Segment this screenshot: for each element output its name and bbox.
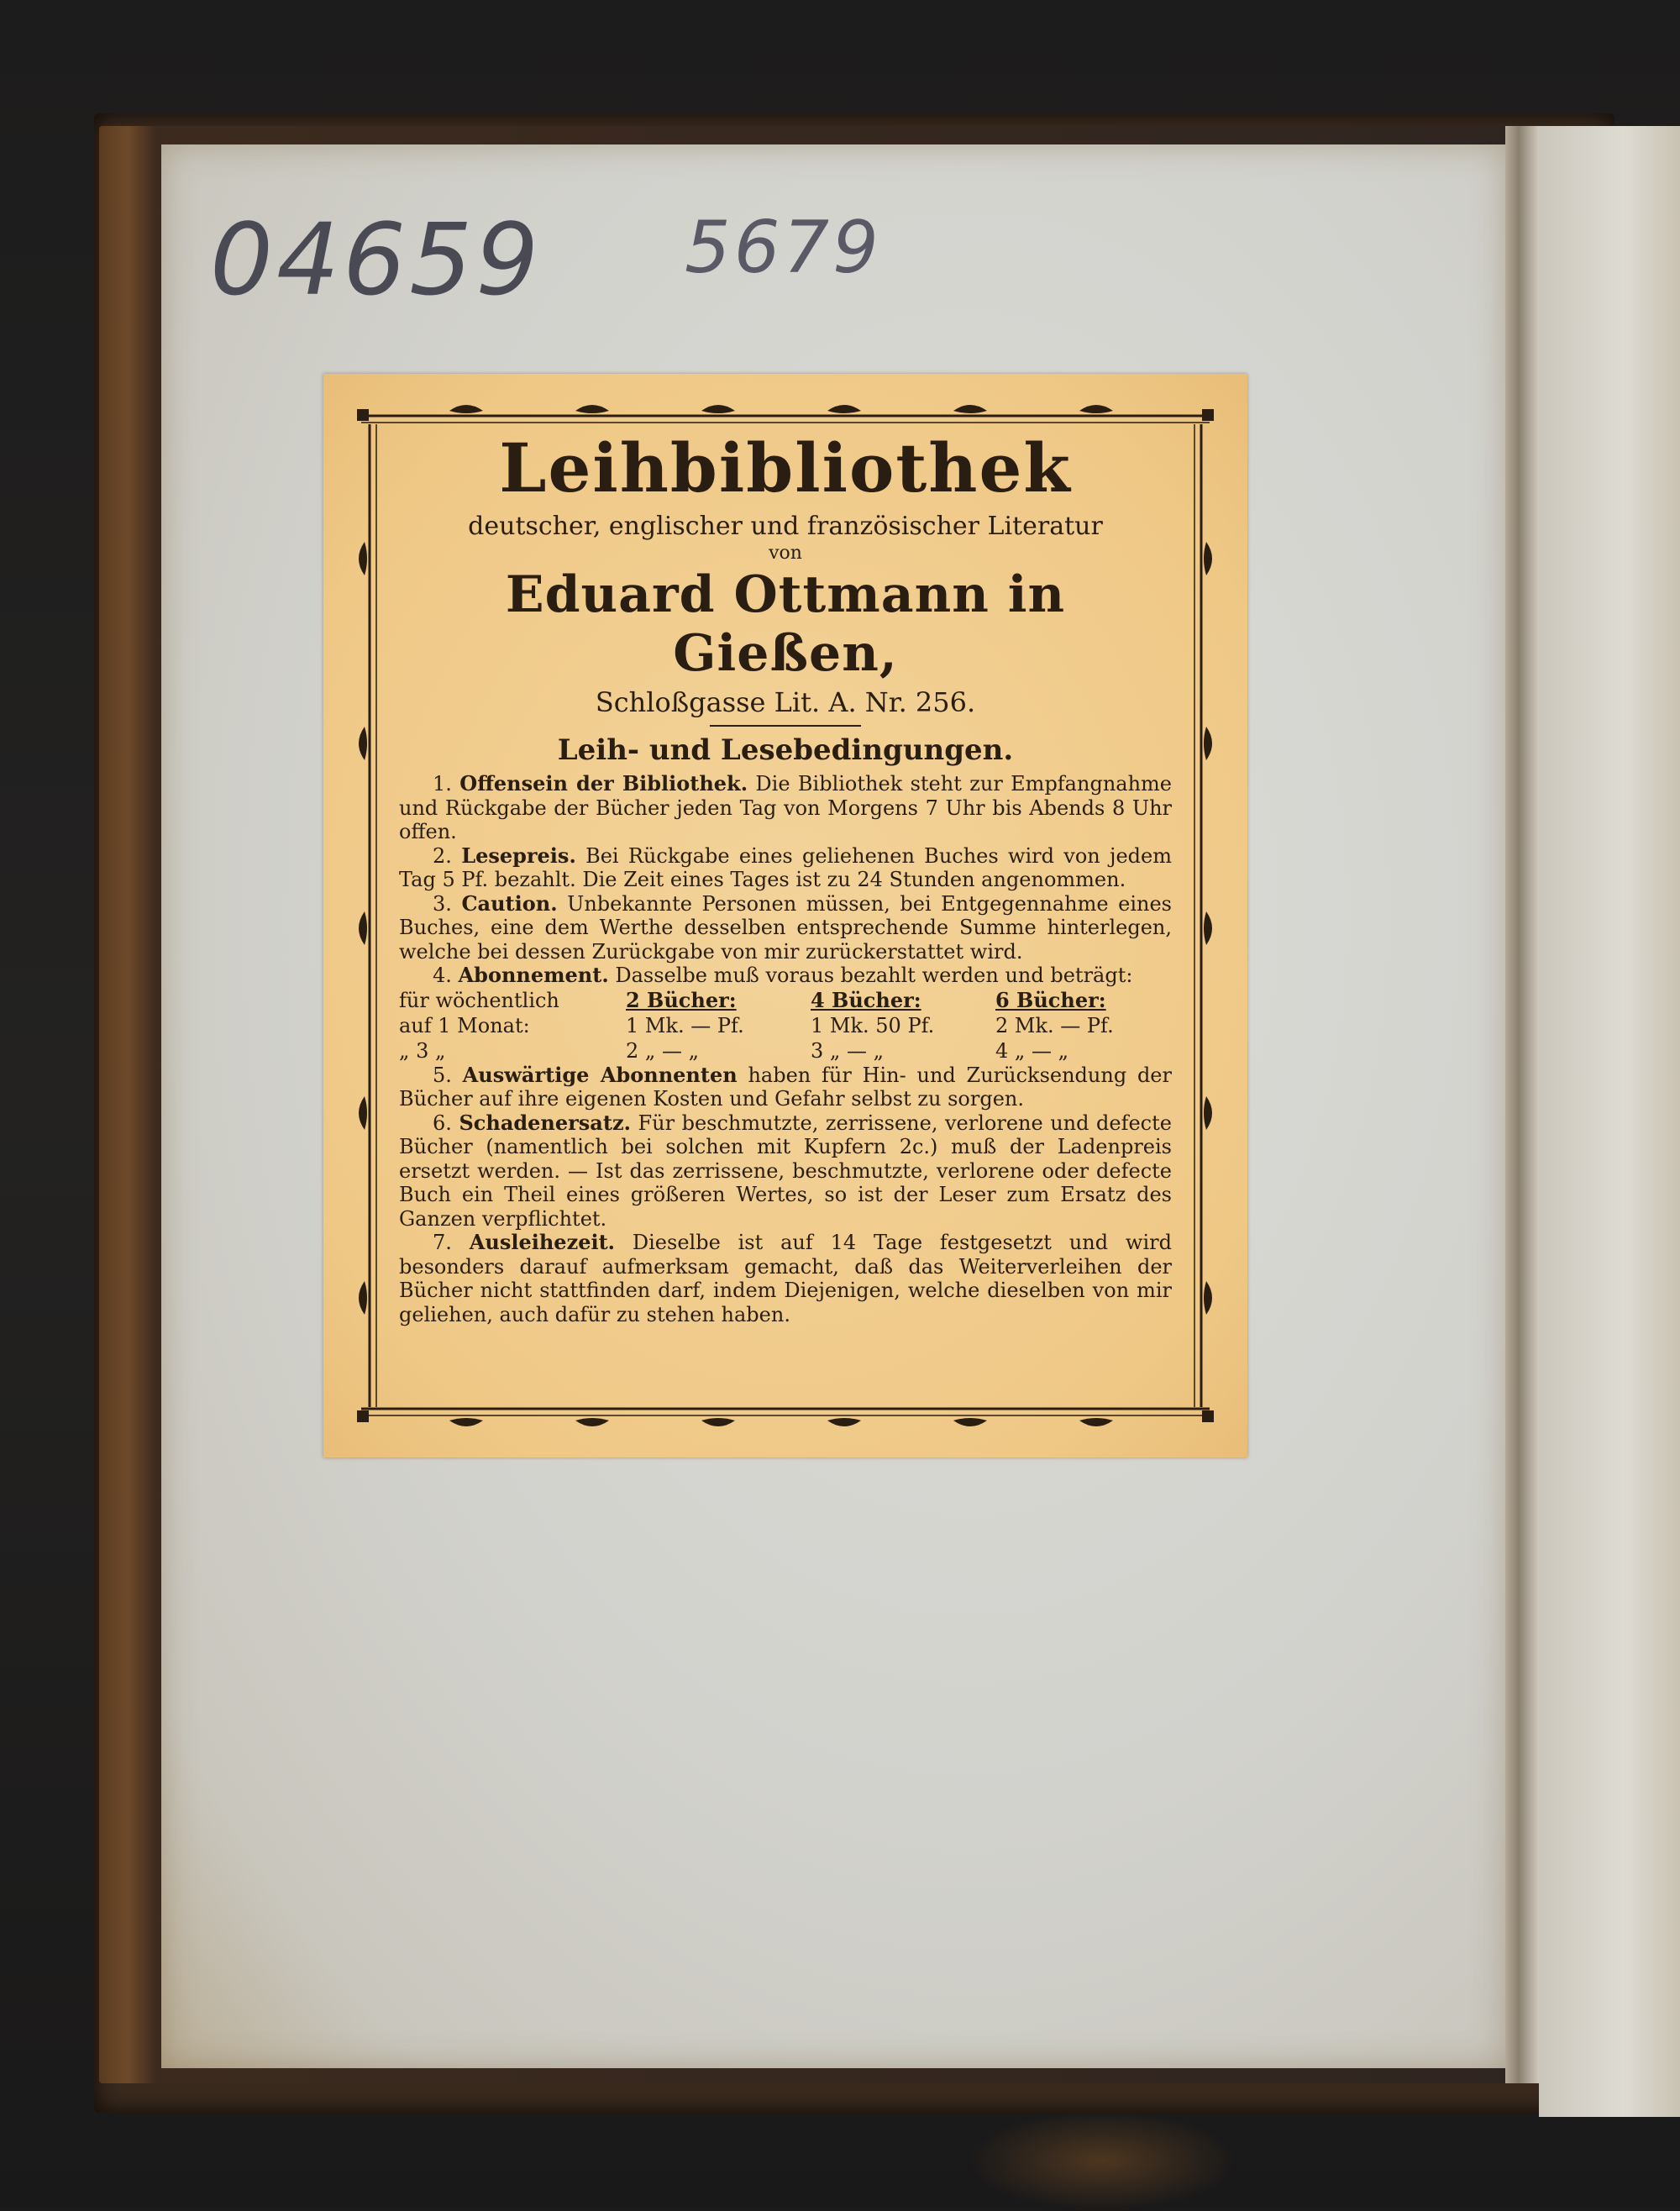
rates-cell: 3 „ — „ xyxy=(811,1038,885,1063)
rule-title: Ausleihezeit. xyxy=(469,1230,616,1254)
rule-text: Dasselbe muß voraus bezahlt werden und beträgt: xyxy=(615,964,1133,987)
conditions-heading: Leih- und Lesebedingungen. xyxy=(557,733,1014,767)
rates-row xyxy=(399,1038,1172,1063)
rule-number: 4. xyxy=(433,964,452,987)
rule-text: Unbekannte Personen müssen, bei Entgegennahme eines Buches, eine dem Werthe desselben entsprechende Summe hinterlegen, welche bei dessen Zurückgabe von mir zurückerstattet wird. xyxy=(399,891,1172,964)
rates-table xyxy=(399,988,1172,1063)
rule-item xyxy=(399,772,1172,844)
divider-rule xyxy=(710,725,861,727)
label-owner: Eduard Ottmann in Gießen, xyxy=(505,565,1066,683)
rule-item xyxy=(399,1231,1172,1326)
rule-text: Bei Rückgabe eines geliehenen Buches wird von jedem Tag 5 Pf. bezahlt. Die Zeit eines Tages ist zu 24 Stunden angenommen. xyxy=(399,843,1172,891)
handwritten-shelfmark: 04659 xyxy=(210,202,543,318)
handwritten-number: 5679 xyxy=(685,206,882,290)
rates-header-row xyxy=(399,988,1172,1013)
rates-cell: 2 Bücher: xyxy=(626,987,737,1012)
rates-cell: 1 Mk. 50 Pf. xyxy=(811,1013,935,1037)
rule-title: Abonnement. xyxy=(458,963,609,987)
rule-number: 7. xyxy=(433,1231,452,1254)
rule-title: Auswärtige Abonnenten xyxy=(462,1062,738,1087)
rates-cell: 2 Mk. — Pf. xyxy=(995,1013,1114,1037)
rule-number: 3. xyxy=(433,891,452,916)
facing-page-edge xyxy=(1539,126,1680,2117)
rule-number: 1. xyxy=(433,772,452,796)
rule-number: 6. xyxy=(433,1111,452,1135)
rule-title: Caution. xyxy=(461,890,558,916)
foxing-stain xyxy=(968,2110,1236,2211)
rates-cell: auf 1 Monat: xyxy=(399,1013,530,1037)
rule-item xyxy=(399,892,1172,964)
label-content xyxy=(399,428,1172,1326)
rates-cell: 1 Mk. — Pf. xyxy=(626,1013,744,1037)
rule-text: Für beschmutzte, zerrissene, verlorene und defecte Bücher (namentlich bei solchen mit Kupfern 2c.) muß der Ladenpreis ersetzt werden. — Ist das zerrissene, beschmutzte, verlorene oder defecte Buch ein Theil eines größeren Wertes, so ist der Leser zum Ersatz des Ganzen verpflichtet. xyxy=(399,1111,1172,1231)
label-title: Leihbibliothek xyxy=(499,428,1072,507)
rule-item xyxy=(399,964,1172,988)
rates-cell: 4 „ — „ xyxy=(995,1038,1069,1063)
rule-number: 2. xyxy=(433,843,452,868)
rule-title: Schadenersatz. xyxy=(459,1110,631,1135)
rule-title: Offensein der Bibliothek. xyxy=(459,771,748,796)
label-subtitle: deutscher, englischer und französischer Literatur xyxy=(468,512,1103,541)
rule-item xyxy=(399,1063,1172,1111)
rule-text: haben für Hin- und Zurücksendung der Bücher auf ihre eigenen Kosten und Gefahr selbst zu sorgen. xyxy=(399,1063,1172,1111)
rule-number: 5. xyxy=(433,1063,452,1087)
rates-cell: „ 3 „ xyxy=(399,1038,446,1063)
rates-cell: 4 Bücher: xyxy=(811,987,921,1012)
rates-row xyxy=(399,1013,1172,1038)
rates-cell: für wöchentlich xyxy=(399,988,559,1012)
label-von: von xyxy=(769,543,802,564)
rates-cell: 2 „ — „ xyxy=(626,1038,700,1063)
rule-item xyxy=(399,844,1172,892)
rule-text: Die Bibliothek steht zur Empfangnahme und Rückgabe der Bücher jeden Tag von Morgens 7 Uhr bis Abends 8 Uhr offen. xyxy=(399,772,1172,843)
page-gutter xyxy=(1505,126,1539,2083)
rule-item xyxy=(399,1111,1172,1232)
library-label xyxy=(323,374,1247,1457)
rule-title: Lesepreis. xyxy=(461,843,576,868)
rates-cell: 6 Bücher: xyxy=(995,987,1106,1012)
label-address: Schloßgasse Lit. A. Nr. 256. xyxy=(595,686,976,718)
rule-text: Dieselbe ist auf 14 Tage festgesetzt und wird besonders darauf aufmerksam gemacht, daß das Weiterverleihen der Bücher nicht stattfinden darf, indem Diejenigen, welche dieselben von mir geliehen, auch dafür zu stehen haben. xyxy=(399,1231,1172,1326)
